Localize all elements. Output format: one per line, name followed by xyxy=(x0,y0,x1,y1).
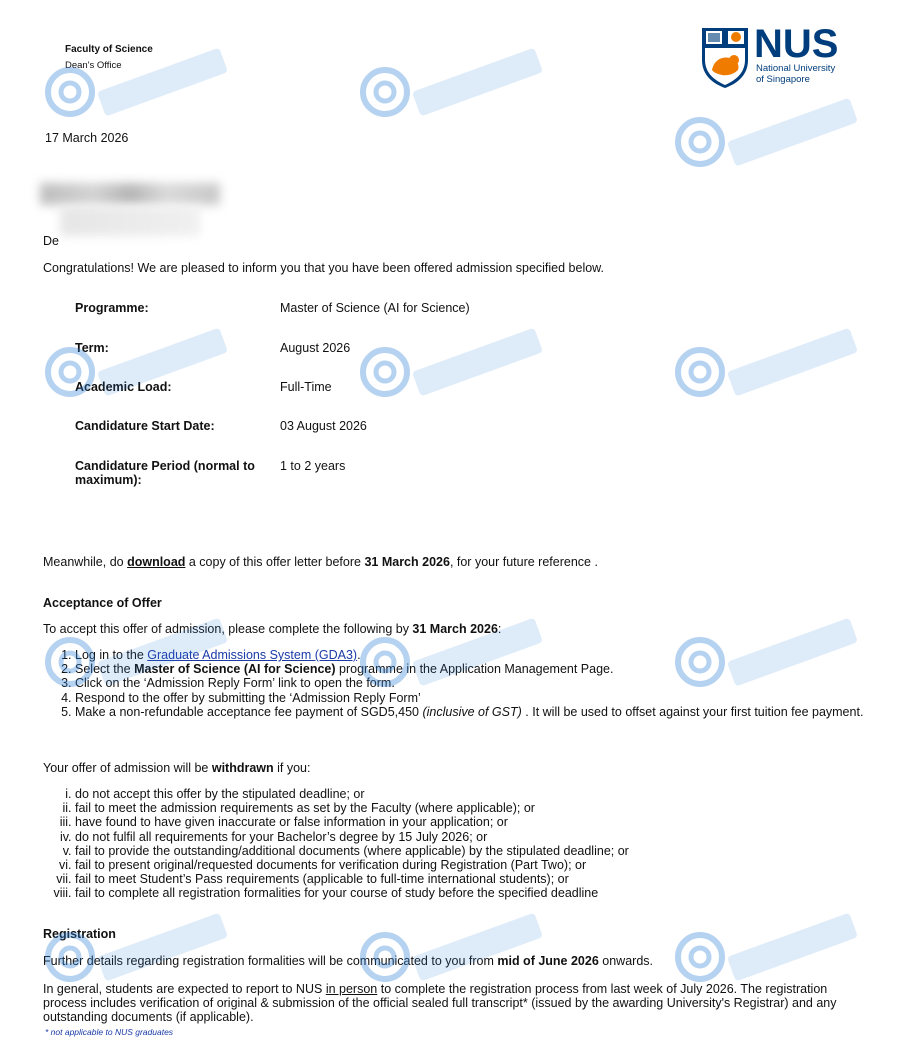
list-item: iv. do not fulfil all requirements for your Bachelor’s degree by 15 July 2026; or xyxy=(75,830,865,844)
salutation: De xyxy=(43,234,59,248)
detail-value-period: 1 to 2 years xyxy=(280,459,346,473)
redacted-recipient xyxy=(40,183,220,205)
footnote: * not applicable to NUS graduates xyxy=(45,1027,174,1037)
download-link[interactable]: download xyxy=(127,555,186,569)
nus-crest-icon xyxy=(700,26,750,90)
watermark-icon xyxy=(355,40,555,120)
detail-label-period: Candidature Period (normal to maximum): xyxy=(75,459,255,487)
registration-process: In general, students are expected to report to NUS in person to complete the registration process from last week of July 2026. The registration process includes verification of original & submission of the official sealed full transcript* (issued by the awarding University's Registrar) and any outstanding documents (if applicable). xyxy=(43,982,837,1025)
list-item: 2. Select the Master of Science (AI for Science) programme in the Application Management Page. xyxy=(75,662,865,676)
detail-value-load: Full-Time xyxy=(280,380,332,394)
detail-value-programme: Master of Science (AI for Science) xyxy=(280,301,470,315)
detail-value-term: August 2026 xyxy=(280,341,351,355)
registration-details: Further details regarding registration formalities will be communicated to you from mid of June 2026 onwards. xyxy=(43,954,653,968)
list-item: iii. have found to have given inaccurate or false information in your application; or xyxy=(75,815,865,829)
withdrawn-intro: Your offer of admission will be withdrawn if you: xyxy=(43,761,311,775)
detail-label-load: Academic Load: xyxy=(75,380,172,394)
acceptance-intro: To accept this offer of admission, please complete the following by 31 March 2026: xyxy=(43,622,502,636)
watermark-icon xyxy=(670,905,870,985)
letter-date: 17 March 2026 xyxy=(45,131,129,145)
list-item: 4. Respond to the offer by submitting the ‘Admission Reply Form’ xyxy=(75,691,865,705)
list-item: v. fail to provide the outstanding/additional documents (where applicable) by the stipulated deadline; or xyxy=(75,844,865,858)
acceptance-heading: Acceptance of Offer xyxy=(43,596,162,610)
logo-wordmark: NUS xyxy=(754,22,839,66)
list-item: vi. fail to present original/requested documents for verification during Registration (Part Two); or xyxy=(75,858,865,872)
gda3-link[interactable]: Graduate Admissions System (GDA3) xyxy=(147,648,358,662)
nus-logo xyxy=(700,22,850,92)
detail-label-start-date: Candidature Start Date: xyxy=(75,419,215,433)
faculty-name: Faculty of Science xyxy=(65,44,153,55)
acceptance-steps xyxy=(43,648,865,719)
list-item: 3. Click on the ‘Admission Reply Form’ link to open the form. xyxy=(75,676,865,690)
list-item: ii. fail to meet the admission requirements as set by the Faculty (where applicable); or xyxy=(75,801,865,815)
download-reminder: Meanwhile, do download a copy of this offer letter before 31 March 2026, for your future reference . xyxy=(43,555,598,569)
redacted-address xyxy=(60,206,200,236)
congratulations-text: Congratulations! We are pleased to inform you that you have been offered admission specified below. xyxy=(43,261,604,275)
watermark-icon xyxy=(670,90,870,170)
withdrawal-conditions xyxy=(43,787,865,901)
watermark-icon xyxy=(40,905,240,985)
list-item: i. do not accept this offer by the stipulated deadline; or xyxy=(75,787,865,801)
list-item: 5. Make a non-refundable acceptance fee payment of SGD5,450 (inclusive of GST) . It will be used to offset against your first tuition fee payment. xyxy=(75,705,865,719)
list-item: 1. Log in to the Graduate Admissions System (GDA3). xyxy=(75,648,865,662)
detail-label-term: Term: xyxy=(75,341,109,355)
office-name: Dean's Office xyxy=(65,60,122,71)
list-item: viii. fail to complete all registration formalities for your course of study before the specified deadline xyxy=(75,886,865,900)
watermark-icon xyxy=(355,320,555,400)
list-item: vii. fail to meet Student’s Pass requirements (applicable to full-time international students); or xyxy=(75,872,865,886)
detail-label-programme: Programme: xyxy=(75,301,149,315)
watermark-icon xyxy=(355,905,555,985)
watermark-icon xyxy=(670,320,870,400)
detail-value-start-date: 03 August 2026 xyxy=(280,419,367,433)
logo-subtitle-1: National University xyxy=(756,63,836,74)
registration-heading: Registration xyxy=(43,927,116,941)
logo-subtitle-2: of Singapore xyxy=(756,74,810,85)
